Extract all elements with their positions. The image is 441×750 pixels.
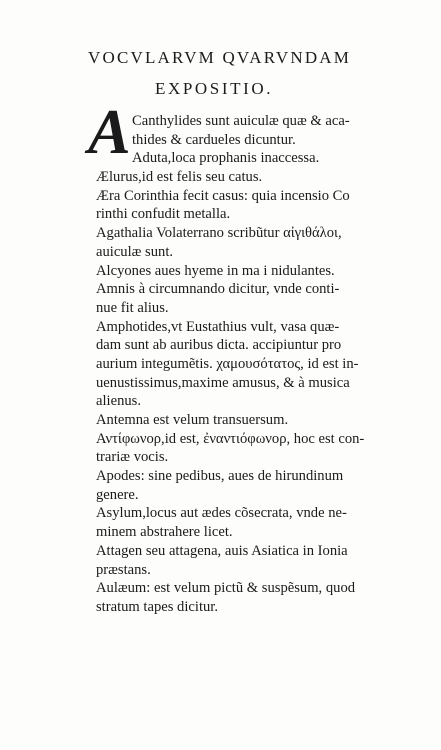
text-line: nue fit alius. <box>96 299 169 316</box>
text-line: Ælurus,id est felis seu catus. <box>96 169 263 186</box>
text-line: Aduta,loca prophanis inaccessa. <box>132 150 320 167</box>
text-line: præstans. <box>96 561 151 578</box>
text-line: Apodes: sine pedibus, aues de hirundinum <box>96 468 344 485</box>
text-line: Agathalia Volaterrano scribũtur αἰγιθάλοι, <box>96 225 342 242</box>
text-line: alienus. <box>96 393 141 410</box>
text-line: Aulæum: est velum pictũ & suspẽsum, quod <box>96 580 356 597</box>
page-subtitle: EXPOSITIO. <box>155 79 274 98</box>
text-line: Αντίφωνορ,id est, ἐναντιόφωνορ, hoc est con- <box>96 430 365 447</box>
text-line: Amphotides,vt Eustathius vult, vasa quæ- <box>96 318 340 335</box>
text-line: genere. <box>96 486 139 503</box>
text-line: dam sunt ab auribus dicta. accipiuntur pro <box>96 337 342 354</box>
text-line: Canthylides sunt auiculæ quæ & aca- <box>132 113 350 129</box>
text-line: thides & cardueles dicuntur. <box>132 131 296 148</box>
drop-capital: A <box>88 96 131 167</box>
text-line: trariæ vocis. <box>96 449 169 466</box>
text-line: Alcyones aues hyeme in ma i nidulantes. <box>96 262 335 279</box>
text-line: rinthi confudit metalla. <box>96 206 231 223</box>
text-line: auiculæ sunt. <box>96 243 174 260</box>
text-line: Æra Corinthia fecit casus: quia incensio Co <box>96 187 350 204</box>
page-title: VOCVLARVM QVARVNDAM <box>88 48 352 67</box>
text-line: Attagen seu attagena, auis Asiatica in Ionia <box>96 542 348 559</box>
text-line: uenustissimus,maxime amusus, & à musica <box>96 374 350 391</box>
text-line: stratum tapes dicitur. <box>96 598 218 615</box>
glossary-text <box>96 112 431 617</box>
text-line: Amnis à circumnando dicitur, vnde conti- <box>96 281 340 298</box>
text-line: aurium integumẽtis. χαμουσότατος, id est in- <box>96 355 359 372</box>
text-line: Asylum,locus aut ædes cõsecrata, vnde ne- <box>96 505 347 522</box>
text-line: minem abstrahere licet. <box>96 524 233 541</box>
text-line: Antemna est velum transuersum. <box>96 412 289 428</box>
